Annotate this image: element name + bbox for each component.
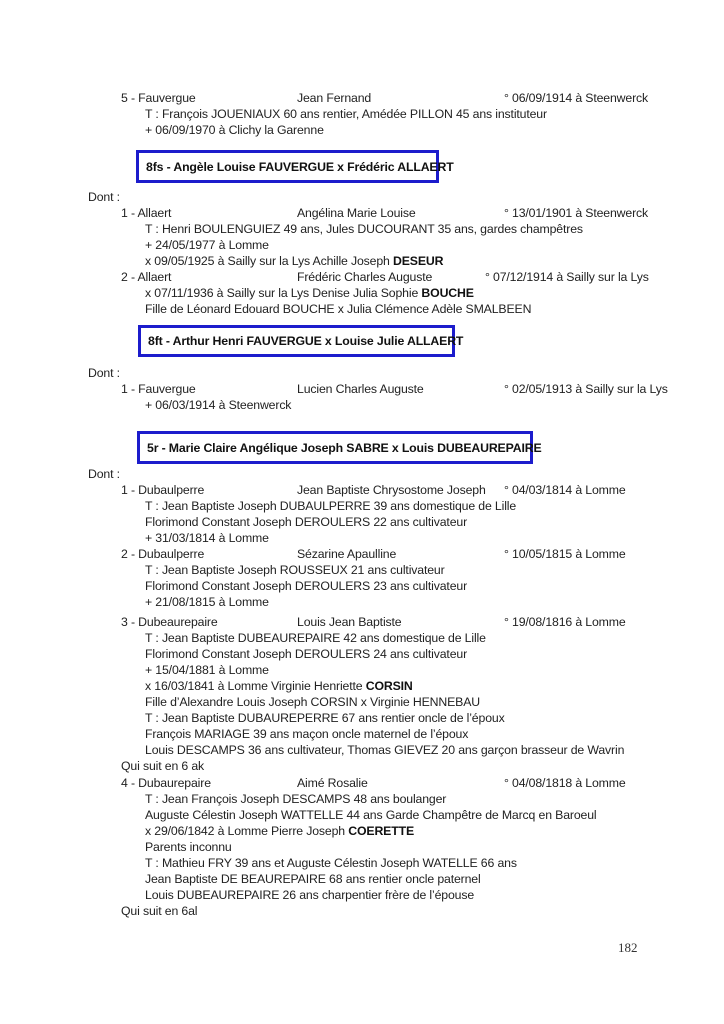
child-detail: T : Jean Baptiste DUBEAUREPAIRE 42 ans domestique de Lille — [145, 631, 486, 645]
child-number-surname: 1 - Fauvergue — [121, 382, 196, 396]
child-number-surname: 2 - Dubaulperre — [121, 547, 205, 561]
child-detail: + 06/03/1914 à Steenwerck — [145, 398, 292, 412]
child-given-names: Sézarine Apaulline — [297, 547, 397, 561]
child-number-surname: 5 - Fauvergue — [121, 91, 196, 105]
marriage-text: x 16/03/1841 à Lomme Virginie Henriette — [145, 679, 366, 693]
child-given-names: Lucien Charles Auguste — [297, 382, 424, 396]
child-detail: T : Jean Baptiste DUBAUREPERRE 67 ans rentier oncle de l’époux — [145, 711, 505, 725]
child-number-surname: 3 - Dubeaurepaire — [121, 615, 218, 629]
family-heading-box — [138, 325, 464, 357]
child-birth: ° 19/08/1816 à Lomme — [504, 615, 626, 629]
child-detail: + 31/03/1814 à Lomme — [145, 531, 269, 545]
family-title: 8ft - Arthur Henri FAUVERGUE x Louise Julie ALLAERT — [148, 334, 464, 348]
child-given-names: Frédéric Charles Auguste — [297, 270, 433, 284]
dont-label: Dont : — [88, 467, 120, 481]
child-detail: Fille d’Alexandre Louis Joseph CORSIN x Virginie HENNEBAU — [145, 695, 480, 709]
child-detail: + 15/04/1881 à Lomme — [145, 663, 269, 677]
child-detail — [145, 678, 413, 694]
spouse-surname: COERETTE — [348, 824, 415, 838]
spouse-surname: DESEUR — [393, 254, 444, 268]
child-detail: Auguste Célestin Joseph WATTELLE 44 ans Garde Champêtre de Marcq en Baroeul — [145, 808, 597, 822]
child-detail: T : Mathieu FRY 39 ans et Auguste Célestin Joseph WATELLE 66 ans — [145, 856, 517, 870]
child-birth: ° 04/08/1818 à Lomme — [504, 776, 626, 790]
child-detail: Florimond Constant Joseph DEROULERS 22 ans cultivateur — [145, 515, 468, 529]
child-detail: + 21/08/1815 à Lomme — [145, 595, 269, 609]
child-birth: ° 10/05/1815 à Lomme — [504, 547, 626, 561]
marriage-text: x 09/05/1925 à Sailly sur la Lys Achille Joseph — [145, 254, 393, 268]
child-birth: ° 02/05/1913 à Sailly sur la Lys — [504, 382, 668, 396]
child-detail: Louis DESCAMPS 36 ans cultivateur, Thomas GIEVEZ 20 ans garçon brasseur de Wavrin — [145, 743, 625, 757]
marriage-text: x 07/11/1936 à Sailly sur la Lys Denise Julia Sophie — [145, 286, 422, 300]
child-detail: T : Jean Baptiste Joseph ROUSSEUX 21 ans cultivateur — [145, 563, 445, 577]
child-detail: T : Henri BOULENGUIEZ 49 ans, Jules DUCOURANT 35 ans, gardes champêtres — [145, 222, 583, 236]
child-detail — [145, 253, 443, 269]
child-given-names: Jean Fernand — [297, 91, 372, 105]
child-detail: + 24/05/1977 à Lomme — [145, 238, 269, 252]
child-number-surname: 4 - Dubaurepaire — [121, 776, 211, 790]
child-detail: T : Jean François Joseph DESCAMPS 48 ans boulanger — [145, 792, 447, 806]
spouse-surname: BOUCHE — [421, 286, 474, 300]
follow-up-note: Qui suit en 6al — [121, 904, 198, 918]
child-detail: Parents inconnu — [145, 840, 232, 854]
child-given-names: Louis Jean Baptiste — [297, 615, 402, 629]
spouse-surname: CORSIN — [365, 679, 413, 693]
child-detail: Jean Baptiste DE BEAUREPAIRE 68 ans rentier oncle paternel — [145, 872, 481, 886]
child-detail: Fille de Léonard Edouard BOUCHE x Julia Clémence Adèle SMALBEEN — [145, 302, 532, 316]
child-number-surname: 1 - Allaert — [121, 206, 172, 220]
child-birth: ° 06/09/1914 à Steenwerck — [504, 91, 649, 105]
child-birth: ° 04/03/1814 à Lomme — [504, 483, 626, 497]
family-title: 5r - Marie Claire Angélique Joseph SABRE x Louis DUBEAUREPAIRE — [147, 440, 542, 455]
child-given-names: Angélina Marie Louise — [297, 206, 416, 220]
child-detail — [145, 823, 414, 839]
child-detail: François MARIAGE 39 ans maçon oncle maternel de l’époux — [145, 727, 469, 741]
child-detail: Florimond Constant Joseph DEROULERS 23 ans cultivateur — [145, 579, 468, 593]
page-number: 182 — [618, 940, 638, 955]
child-number-surname: 2 - Allaert — [121, 270, 172, 284]
family-heading-box — [137, 431, 542, 464]
family-title: 8fs - Angèle Louise FAUVERGUE x Frédéric ALLAERT — [146, 159, 454, 174]
child-detail: + 06/09/1970 à Clichy la Garenne — [145, 123, 324, 137]
child-detail: T : Jean Baptiste Joseph DUBAULPERRE 39 ans domestique de Lille — [145, 499, 517, 513]
family-heading-box — [136, 150, 454, 183]
child-detail: Florimond Constant Joseph DEROULERS 24 ans cultivateur — [145, 647, 468, 661]
child-number-surname: 1 - Dubaulperre — [121, 483, 205, 497]
child-detail: T : François JOUENIAUX 60 ans rentier, Amédée PILLON 45 ans instituteur — [145, 107, 547, 121]
child-detail — [145, 285, 474, 301]
marriage-text: x 29/06/1842 à Lomme Pierre Joseph — [145, 824, 349, 838]
follow-up-note: Qui suit en 6 ak — [121, 759, 205, 773]
child-given-names: Aimé Rosalie — [297, 776, 368, 790]
child-birth: ° 07/12/1914 à Sailly sur la Lys — [485, 270, 649, 284]
child-birth: ° 13/01/1901 à Steenwerck — [504, 206, 649, 220]
dont-label: Dont : — [88, 190, 120, 204]
child-detail: Louis DUBEAUREPAIRE 26 ans charpentier frère de l’épouse — [145, 888, 475, 902]
dont-label: Dont : — [88, 366, 120, 380]
child-given-names: Jean Baptiste Chrysostome Joseph — [297, 483, 486, 497]
